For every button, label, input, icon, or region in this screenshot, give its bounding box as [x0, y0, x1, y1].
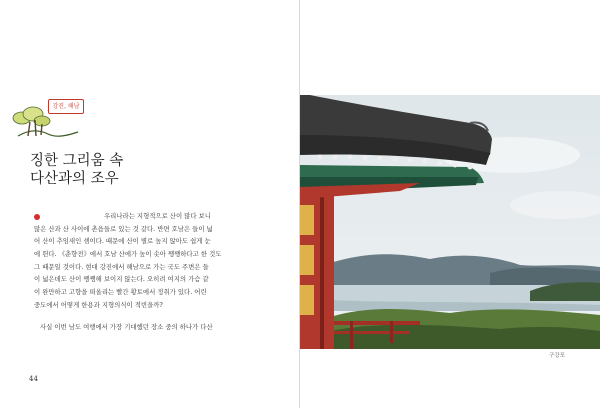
photo-caption: 구강포	[549, 353, 565, 359]
left-page	[0, 0, 299, 408]
body-line: 사실 이번 남도 여행에서 가장 기대했던 장소 중의 하나가 다산	[40, 322, 213, 331]
body-line: 이 넓은데도 산이 쨍쨍해 보이지 않는다. 오히려 여지의 가슴 같	[34, 275, 209, 284]
body-text	[34, 210, 266, 333]
body-line: 우리나라는 지형적으로 산이 많다 보니	[104, 212, 211, 220]
body-line: 어 산이 추임새인 셈이다. 때문에 산이 별로 높지 않아도 쉽게 눈	[34, 237, 211, 246]
body-line: 많은 산과 산 사이에 촌읍들로 있는 것 같다. 반면 호남은 들이 넓	[34, 224, 213, 233]
region-tag: 강진, 해남	[48, 99, 84, 114]
chapter-title	[30, 152, 230, 188]
body-line: 에 띈다. 《춘향전》에서 호남 산에가 높이 솟아 쨍쨍하다고 한 것도	[34, 250, 222, 259]
body-line: 이 완만하고 고향을 떠올리는 빨간 황토에서 정취가 있다. 어린	[34, 288, 207, 297]
body-line: 그 때문일 것이다. 현대 강진에서 해남으로 가는 국도 주변은 들	[34, 262, 209, 271]
body-line: 중도에서 어떻게 한용과 지형의식이 적빈을까?	[34, 300, 163, 309]
pavilion-landscape-image	[300, 95, 600, 349]
landscape-photo	[300, 95, 600, 349]
page-number: 44	[29, 375, 38, 383]
chapter-title-line: 다산과의 조우	[30, 171, 119, 187]
chapter-title-line: 징한 그리움 속	[30, 153, 124, 169]
